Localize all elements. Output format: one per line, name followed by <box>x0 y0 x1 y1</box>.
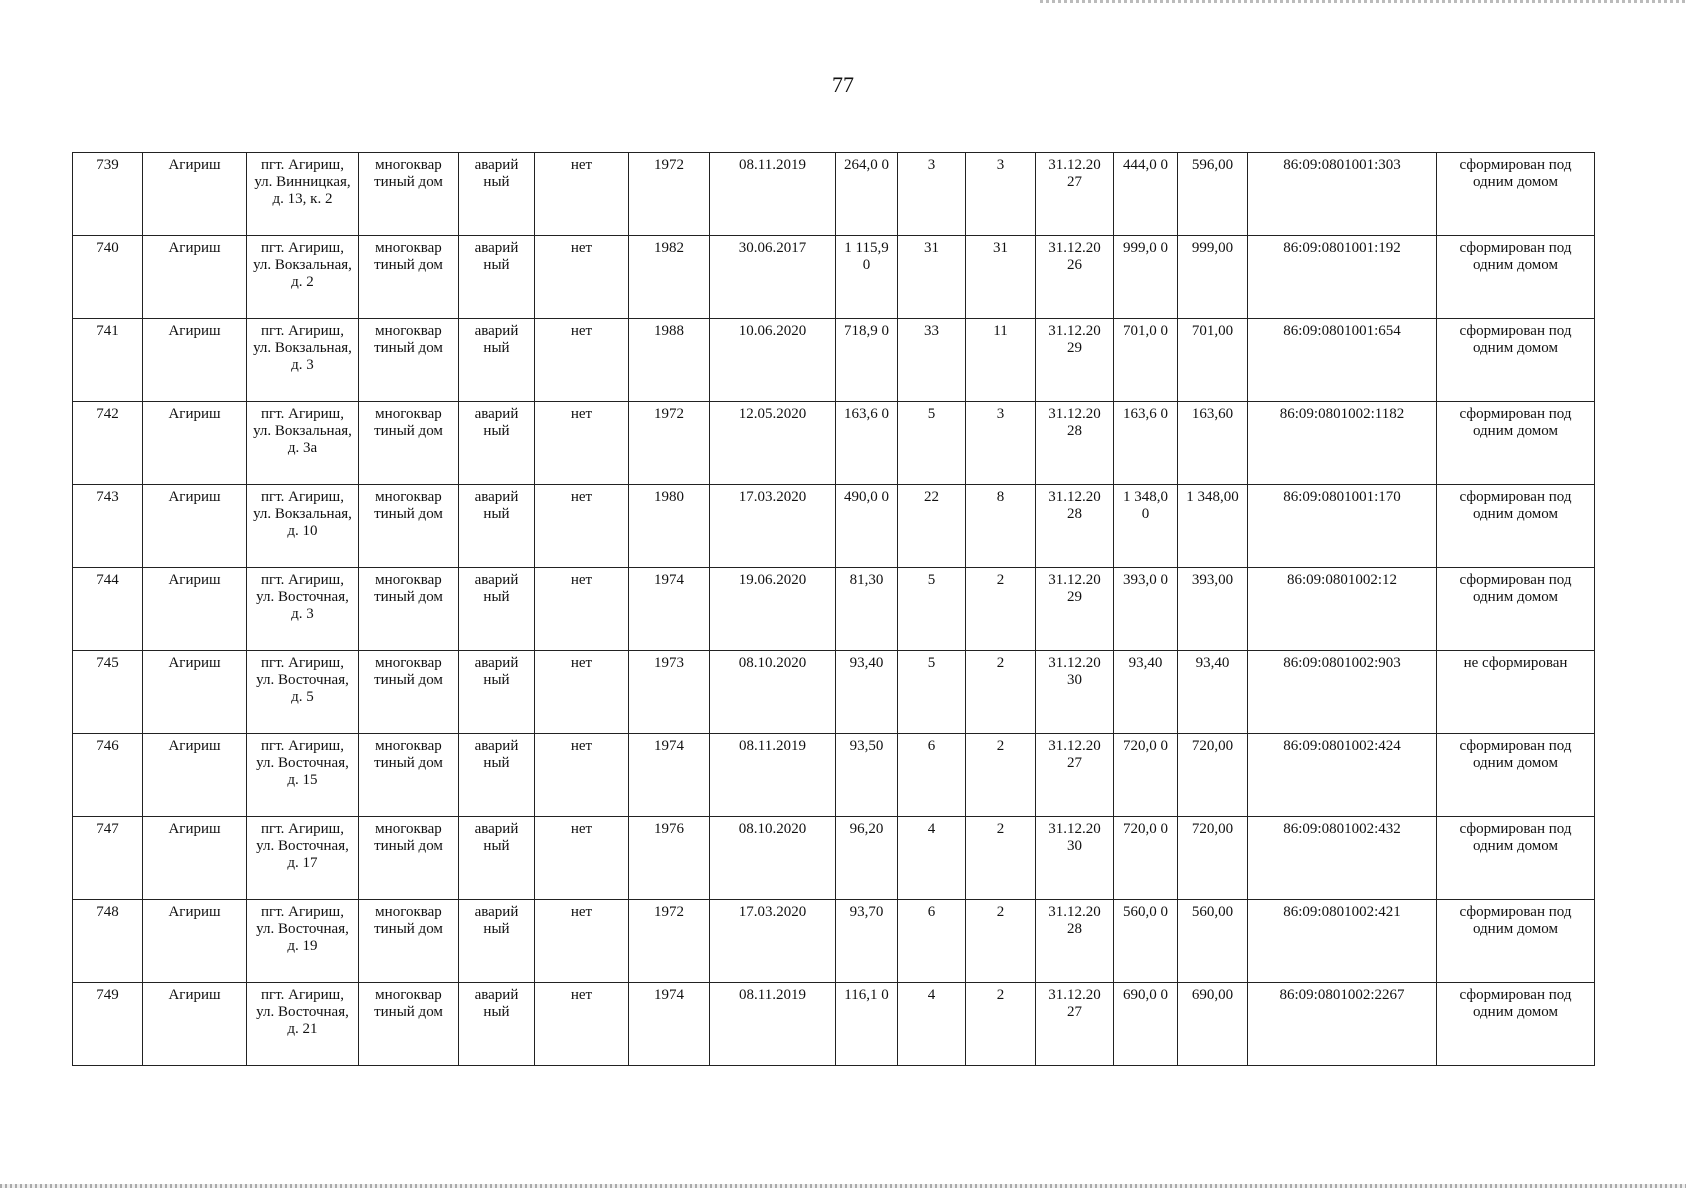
building-type-cell: многоквар тиный дом <box>359 734 459 817</box>
settlement-cell: Агириш <box>143 651 247 734</box>
building-type-cell: многоквар тиный дом <box>359 900 459 983</box>
land-area-cell-2: 596,00 <box>1178 153 1248 236</box>
building-type-cell: многоквар тиный дом <box>359 236 459 319</box>
land-area-cell-2: 393,00 <box>1178 568 1248 651</box>
total-area-cell: 264,0 0 <box>836 153 898 236</box>
scan-artifact-top <box>1040 0 1686 3</box>
row-number-cell: 741 <box>73 319 143 402</box>
land-status-cell: сформирован под одним домом <box>1437 319 1595 402</box>
year-built-cell: 1980 <box>629 485 710 568</box>
cadastral-number-cell: 86:09:0801002:12 <box>1248 568 1437 651</box>
settlement-cell: Агириш <box>143 319 247 402</box>
count-cell-1: 4 <box>898 817 966 900</box>
land-area-cell-1: 1 348,0 0 <box>1114 485 1178 568</box>
row-number-cell: 747 <box>73 817 143 900</box>
count-cell-1: 3 <box>898 153 966 236</box>
condition-cell: аварий ный <box>459 983 535 1066</box>
recognition-date-cell: 19.06.2020 <box>710 568 836 651</box>
planned-date-cell: 31.12.20 30 <box>1036 817 1114 900</box>
count-cell-2: 2 <box>966 983 1036 1066</box>
recognition-date-cell: 17.03.2020 <box>710 485 836 568</box>
settlement-cell: Агириш <box>143 568 247 651</box>
total-area-cell: 718,9 0 <box>836 319 898 402</box>
settlement-cell: Агириш <box>143 734 247 817</box>
table-row <box>73 568 1595 651</box>
table-row <box>73 817 1595 900</box>
building-type-cell: многоквар тиный дом <box>359 568 459 651</box>
table-row <box>73 153 1595 236</box>
condition-cell: аварий ный <box>459 568 535 651</box>
cadastral-number-cell: 86:09:0801002:421 <box>1248 900 1437 983</box>
planned-date-cell: 31.12.20 27 <box>1036 983 1114 1066</box>
land-area-cell-1: 690,0 0 <box>1114 983 1178 1066</box>
flag-cell: нет <box>535 568 629 651</box>
land-status-cell: сформирован под одним домом <box>1437 734 1595 817</box>
condition-cell: аварий ный <box>459 900 535 983</box>
flag-cell: нет <box>535 402 629 485</box>
cadastral-number-cell: 86:09:0801002:903 <box>1248 651 1437 734</box>
table-row <box>73 651 1595 734</box>
address-cell: пгт. Агириш, ул. Винницкая, д. 13, к. 2 <box>247 153 359 236</box>
settlement-cell: Агириш <box>143 153 247 236</box>
recognition-date-cell: 08.11.2019 <box>710 983 836 1066</box>
planned-date-cell: 31.12.20 26 <box>1036 236 1114 319</box>
total-area-cell: 490,0 0 <box>836 485 898 568</box>
cadastral-number-cell: 86:09:0801002:2267 <box>1248 983 1437 1066</box>
land-area-cell-1: 701,0 0 <box>1114 319 1178 402</box>
address-cell: пгт. Агириш, ул. Вокзальная, д. 3 <box>247 319 359 402</box>
address-cell: пгт. Агириш, ул. Восточная, д. 21 <box>247 983 359 1066</box>
settlement-cell: Агириш <box>143 983 247 1066</box>
address-cell: пгт. Агириш, ул. Вокзальная, д. 10 <box>247 485 359 568</box>
land-area-cell-2: 720,00 <box>1178 817 1248 900</box>
land-area-cell-2: 1 348,00 <box>1178 485 1248 568</box>
recognition-date-cell: 12.05.2020 <box>710 402 836 485</box>
flag-cell: нет <box>535 485 629 568</box>
row-number-cell: 745 <box>73 651 143 734</box>
planned-date-cell: 31.12.20 28 <box>1036 402 1114 485</box>
recognition-date-cell: 30.06.2017 <box>710 236 836 319</box>
row-number-cell: 748 <box>73 900 143 983</box>
year-built-cell: 1982 <box>629 236 710 319</box>
land-area-cell-1: 163,6 0 <box>1114 402 1178 485</box>
land-area-cell-2: 720,00 <box>1178 734 1248 817</box>
recognition-date-cell: 08.10.2020 <box>710 817 836 900</box>
count-cell-1: 22 <box>898 485 966 568</box>
flag-cell: нет <box>535 983 629 1066</box>
land-area-cell-1: 93,40 <box>1114 651 1178 734</box>
year-built-cell: 1974 <box>629 568 710 651</box>
count-cell-1: 4 <box>898 983 966 1066</box>
count-cell-1: 31 <box>898 236 966 319</box>
land-area-cell-1: 444,0 0 <box>1114 153 1178 236</box>
land-area-cell-1: 720,0 0 <box>1114 734 1178 817</box>
total-area-cell: 163,6 0 <box>836 402 898 485</box>
building-type-cell: многоквар тиный дом <box>359 983 459 1066</box>
land-area-cell-1: 393,0 0 <box>1114 568 1178 651</box>
row-number-cell: 742 <box>73 402 143 485</box>
cadastral-number-cell: 86:09:0801001:654 <box>1248 319 1437 402</box>
settlement-cell: Агириш <box>143 402 247 485</box>
land-area-cell-2: 999,00 <box>1178 236 1248 319</box>
total-area-cell: 1 115,9 0 <box>836 236 898 319</box>
flag-cell: нет <box>535 651 629 734</box>
table-body <box>73 153 1595 1066</box>
cadastral-number-cell: 86:09:0801002:1182 <box>1248 402 1437 485</box>
cadastral-number-cell: 86:09:0801001:170 <box>1248 485 1437 568</box>
recognition-date-cell: 08.11.2019 <box>710 734 836 817</box>
land-area-cell-2: 93,40 <box>1178 651 1248 734</box>
condition-cell: аварий ный <box>459 651 535 734</box>
count-cell-2: 3 <box>966 153 1036 236</box>
table-row <box>73 734 1595 817</box>
building-type-cell: многоквар тиный дом <box>359 402 459 485</box>
flag-cell: нет <box>535 900 629 983</box>
planned-date-cell: 31.12.20 28 <box>1036 485 1114 568</box>
address-cell: пгт. Агириш, ул. Восточная, д. 5 <box>247 651 359 734</box>
flag-cell: нет <box>535 153 629 236</box>
flag-cell: нет <box>535 817 629 900</box>
land-area-cell-2: 690,00 <box>1178 983 1248 1066</box>
cadastral-number-cell: 86:09:0801001:192 <box>1248 236 1437 319</box>
settlement-cell: Агириш <box>143 236 247 319</box>
cadastral-number-cell: 86:09:0801002:424 <box>1248 734 1437 817</box>
planned-date-cell: 31.12.20 27 <box>1036 734 1114 817</box>
count-cell-2: 3 <box>966 402 1036 485</box>
land-status-cell: не сформирован <box>1437 651 1595 734</box>
year-built-cell: 1988 <box>629 319 710 402</box>
year-built-cell: 1974 <box>629 983 710 1066</box>
land-area-cell-1: 999,0 0 <box>1114 236 1178 319</box>
land-area-cell-2: 163,60 <box>1178 402 1248 485</box>
total-area-cell: 93,40 <box>836 651 898 734</box>
land-status-cell: сформирован под одним домом <box>1437 983 1595 1066</box>
total-area-cell: 116,1 0 <box>836 983 898 1066</box>
recognition-date-cell: 10.06.2020 <box>710 319 836 402</box>
row-number-cell: 740 <box>73 236 143 319</box>
table-row <box>73 319 1595 402</box>
cadastral-number-cell: 86:09:0801002:432 <box>1248 817 1437 900</box>
count-cell-2: 2 <box>966 817 1036 900</box>
settlement-cell: Агириш <box>143 817 247 900</box>
land-status-cell: сформирован под одним домом <box>1437 153 1595 236</box>
count-cell-2: 2 <box>966 734 1036 817</box>
registry-table <box>72 152 1595 1066</box>
address-cell: пгт. Агириш, ул. Восточная, д. 15 <box>247 734 359 817</box>
condition-cell: аварий ный <box>459 236 535 319</box>
recognition-date-cell: 08.10.2020 <box>710 651 836 734</box>
condition-cell: аварий ный <box>459 319 535 402</box>
settlement-cell: Агириш <box>143 485 247 568</box>
land-area-cell-1: 560,0 0 <box>1114 900 1178 983</box>
count-cell-2: 11 <box>966 319 1036 402</box>
address-cell: пгт. Агириш, ул. Вокзальная, д. 2 <box>247 236 359 319</box>
total-area-cell: 96,20 <box>836 817 898 900</box>
condition-cell: аварий ный <box>459 734 535 817</box>
land-status-cell: сформирован под одним домом <box>1437 568 1595 651</box>
count-cell-1: 33 <box>898 319 966 402</box>
page-number: 77 <box>832 72 854 97</box>
land-status-cell: сформирован под одним домом <box>1437 900 1595 983</box>
count-cell-1: 5 <box>898 402 966 485</box>
condition-cell: аварий ный <box>459 817 535 900</box>
year-built-cell: 1974 <box>629 734 710 817</box>
address-cell: пгт. Агириш, ул. Восточная, д. 17 <box>247 817 359 900</box>
recognition-date-cell: 08.11.2019 <box>710 153 836 236</box>
table-row <box>73 983 1595 1066</box>
total-area-cell: 93,70 <box>836 900 898 983</box>
count-cell-1: 5 <box>898 568 966 651</box>
condition-cell: аварий ный <box>459 485 535 568</box>
row-number-cell: 744 <box>73 568 143 651</box>
scan-artifact-bottom <box>0 1184 1686 1188</box>
address-cell: пгт. Агириш, ул. Восточная, д. 19 <box>247 900 359 983</box>
planned-date-cell: 31.12.20 29 <box>1036 568 1114 651</box>
total-area-cell: 93,50 <box>836 734 898 817</box>
address-cell: пгт. Агириш, ул. Восточная, д. 3 <box>247 568 359 651</box>
land-area-cell-2: 701,00 <box>1178 319 1248 402</box>
total-area-cell: 81,30 <box>836 568 898 651</box>
land-area-cell-2: 560,00 <box>1178 900 1248 983</box>
count-cell-2: 8 <box>966 485 1036 568</box>
planned-date-cell: 31.12.20 29 <box>1036 319 1114 402</box>
land-status-cell: сформирован под одним домом <box>1437 236 1595 319</box>
building-type-cell: многоквар тиный дом <box>359 319 459 402</box>
cadastral-number-cell: 86:09:0801001:303 <box>1248 153 1437 236</box>
count-cell-2: 2 <box>966 568 1036 651</box>
year-built-cell: 1972 <box>629 153 710 236</box>
building-type-cell: многоквар тиный дом <box>359 651 459 734</box>
count-cell-2: 2 <box>966 651 1036 734</box>
row-number-cell: 749 <box>73 983 143 1066</box>
condition-cell: аварий ный <box>459 153 535 236</box>
building-type-cell: многоквар тиный дом <box>359 153 459 236</box>
planned-date-cell: 31.12.20 28 <box>1036 900 1114 983</box>
count-cell-2: 2 <box>966 900 1036 983</box>
flag-cell: нет <box>535 319 629 402</box>
address-cell: пгт. Агириш, ул. Вокзальная, д. 3а <box>247 402 359 485</box>
table-row <box>73 900 1595 983</box>
count-cell-1: 6 <box>898 734 966 817</box>
land-status-cell: сформирован под одним домом <box>1437 485 1595 568</box>
land-status-cell: сформирован под одним домом <box>1437 402 1595 485</box>
recognition-date-cell: 17.03.2020 <box>710 900 836 983</box>
registry-table-wrapper <box>72 152 1594 1066</box>
building-type-cell: многоквар тиный дом <box>359 485 459 568</box>
land-area-cell-1: 720,0 0 <box>1114 817 1178 900</box>
year-built-cell: 1973 <box>629 651 710 734</box>
count-cell-2: 31 <box>966 236 1036 319</box>
year-built-cell: 1972 <box>629 402 710 485</box>
row-number-cell: 746 <box>73 734 143 817</box>
flag-cell: нет <box>535 236 629 319</box>
row-number-cell: 739 <box>73 153 143 236</box>
planned-date-cell: 31.12.20 30 <box>1036 651 1114 734</box>
table-row <box>73 236 1595 319</box>
land-status-cell: сформирован под одним домом <box>1437 817 1595 900</box>
count-cell-1: 5 <box>898 651 966 734</box>
flag-cell: нет <box>535 734 629 817</box>
planned-date-cell: 31.12.20 27 <box>1036 153 1114 236</box>
row-number-cell: 743 <box>73 485 143 568</box>
count-cell-1: 6 <box>898 900 966 983</box>
building-type-cell: многоквар тиный дом <box>359 817 459 900</box>
year-built-cell: 1976 <box>629 817 710 900</box>
year-built-cell: 1972 <box>629 900 710 983</box>
table-row <box>73 485 1595 568</box>
table-row <box>73 402 1595 485</box>
condition-cell: аварий ный <box>459 402 535 485</box>
settlement-cell: Агириш <box>143 900 247 983</box>
